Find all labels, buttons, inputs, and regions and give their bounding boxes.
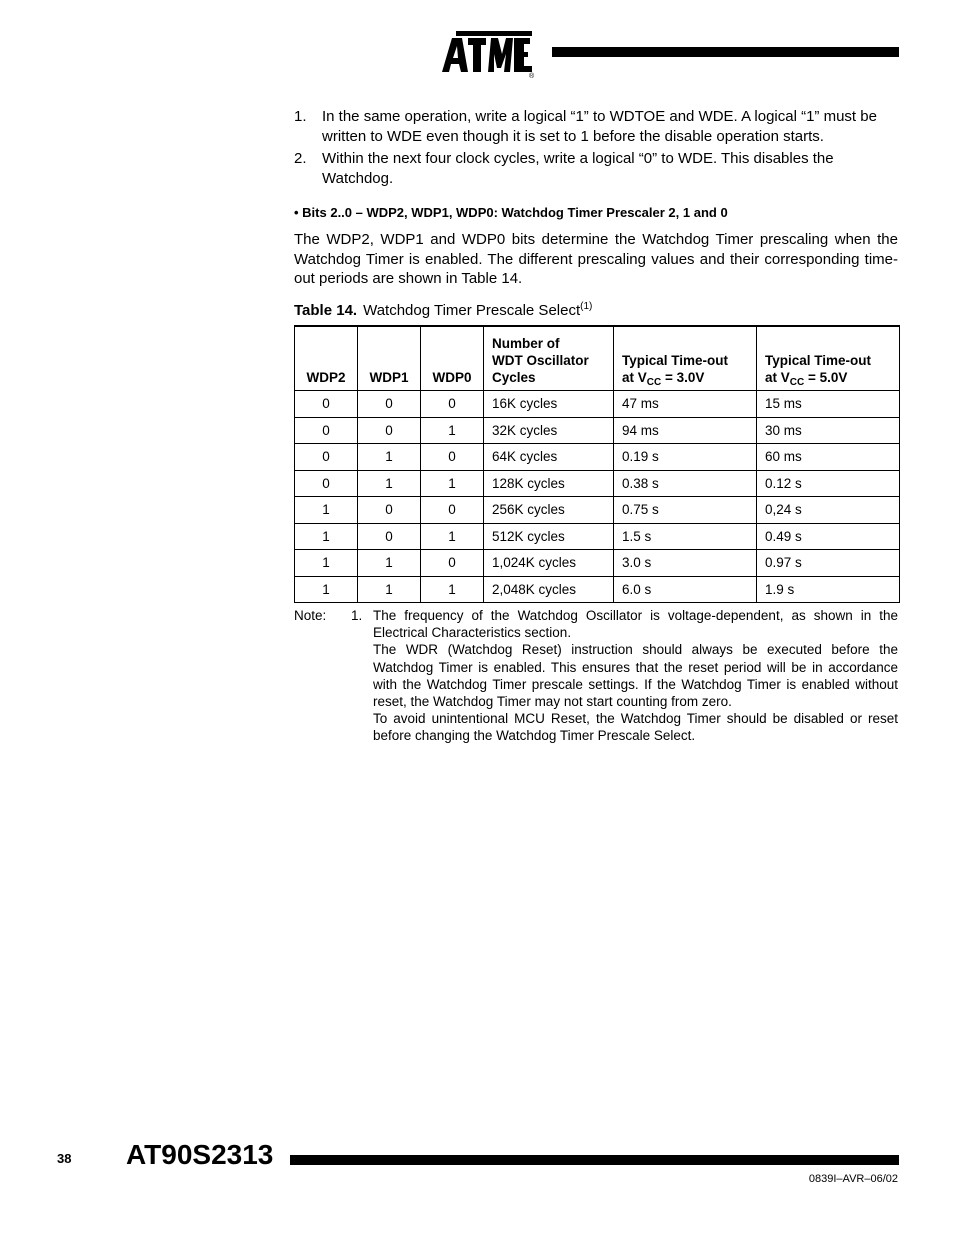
header-cycles-line1: Number of	[492, 336, 560, 351]
step-text: In the same operation, write a logical “1” to WDTOE and WDE. A logical “1” must be written to WDE even though it is set to 1 before the disable operation starts.	[322, 108, 877, 145]
cell-wdp1: 0	[358, 391, 421, 418]
cell-wdp1: 1	[358, 444, 421, 471]
cell-cycles: 256K cycles	[484, 497, 614, 524]
cell-wdp0: 0	[421, 497, 484, 524]
cell-cycles: 1,024K cycles	[484, 550, 614, 577]
cell-wdp1: 1	[358, 470, 421, 497]
table-row	[295, 550, 900, 577]
note-body	[373, 607, 898, 745]
cell-timeout-5v: 0.49 s	[757, 523, 900, 550]
cell-timeout-5v: 0,24 s	[757, 497, 900, 524]
table-row	[295, 470, 900, 497]
header-wdp1: WDP1	[358, 326, 421, 391]
cell-wdp1: 1	[358, 550, 421, 577]
table-caption-footnote: (1)	[580, 301, 593, 312]
cell-wdp2: 1	[295, 576, 358, 603]
page-number: 38	[57, 1151, 72, 1166]
intro-paragraph: The WDP2, WDP1 and WDP0 bits determine the Watchdog Timer prescaling when the Watchdog Timer is enabled. The different prescaling values and their corresponding time-out periods are shown in Table 14.	[294, 231, 898, 287]
atmel-logo	[438, 28, 538, 80]
header-timeout-3v-suffix: = 3.0V	[661, 370, 705, 385]
step-text: Within the next four clock cycles, write a logical “0” to WDE. This disables the Watchdog.	[322, 150, 834, 187]
cell-timeout-3v: 47 ms	[614, 391, 757, 418]
cell-wdp0: 0	[421, 550, 484, 577]
table-caption-text: Watchdog Timer Prescale Select	[363, 302, 581, 319]
cell-timeout-3v: 3.0 s	[614, 550, 757, 577]
cell-timeout-5v: 30 ms	[757, 417, 900, 444]
cell-wdp0: 0	[421, 444, 484, 471]
cell-cycles: 64K cycles	[484, 444, 614, 471]
note-paragraph: The WDR (Watchdog Reset) instruction should always be executed before the Watchdog Timer is enabled. This ensures that the reset period will be in accordance with the Watchdog Timer prescale settings. If the Watchdog Timer is enabled without reset, the Watchdog Timer may not start counting from zero.	[373, 642, 898, 710]
cell-wdp0: 1	[421, 470, 484, 497]
cell-cycles: 16K cycles	[484, 391, 614, 418]
header-timeout-5v	[757, 326, 900, 391]
header-rule	[552, 47, 899, 57]
cell-timeout-3v: 94 ms	[614, 417, 757, 444]
bits-heading: • Bits 2..0 – WDP2, WDP1, WDP0: Watchdog Timer Prescaler 2, 1 and 0	[294, 205, 728, 220]
header-timeout-3v-prefix: at V	[622, 370, 647, 385]
table-row	[295, 391, 900, 418]
cell-cycles: 512K cycles	[484, 523, 614, 550]
footer-rule	[290, 1155, 899, 1165]
cell-cycles: 32K cycles	[484, 417, 614, 444]
header-cycles-line2: WDT Oscillator	[492, 353, 589, 368]
header-timeout-3v	[614, 326, 757, 391]
cell-wdp2: 0	[295, 444, 358, 471]
cell-timeout-5v: 1.9 s	[757, 576, 900, 603]
step-number: 2.	[294, 150, 307, 167]
header-timeout-5v-prefix: at V	[765, 370, 790, 385]
table-row	[295, 444, 900, 471]
cell-timeout-3v: 1.5 s	[614, 523, 757, 550]
table-row	[295, 523, 900, 550]
cell-wdp1: 1	[358, 576, 421, 603]
header-timeout-3v-line1: Typical Time-out	[622, 353, 729, 368]
cell-timeout-3v: 0.38 s	[614, 470, 757, 497]
cell-wdp1: 0	[358, 523, 421, 550]
step-number: 1.	[294, 108, 307, 125]
note-number: 1.	[351, 608, 363, 623]
cell-wdp1: 0	[358, 417, 421, 444]
cell-cycles: 2,048K cycles	[484, 576, 614, 603]
document-code: 0839I–AVR–06/02	[808, 1173, 898, 1185]
cell-wdp0: 1	[421, 576, 484, 603]
cell-timeout-5v: 0.12 s	[757, 470, 900, 497]
note-paragraph: To avoid unintentional MCU Reset, the Watchdog Timer should be disabled or reset before changing the Watchdog Timer Prescale Select.	[373, 711, 898, 744]
cell-cycles: 128K cycles	[484, 470, 614, 497]
cell-wdp0: 1	[421, 523, 484, 550]
table-row	[295, 576, 900, 603]
cell-wdp0: 1	[421, 417, 484, 444]
header-wdp2: WDP2	[295, 326, 358, 391]
cell-wdp2: 0	[295, 470, 358, 497]
table-caption-label: Table 14.	[294, 302, 358, 319]
table-row	[295, 497, 900, 524]
table-note	[294, 607, 898, 745]
cell-wdp2: 1	[295, 497, 358, 524]
header-timeout-5v-suffix: = 5.0V	[804, 370, 848, 385]
cell-wdp2: 1	[295, 550, 358, 577]
note-paragraph: The frequency of the Watchdog Oscillator is voltage-dependent, as shown in the Electrical Characteristics section.	[373, 608, 898, 641]
cell-wdp2: 0	[295, 417, 358, 444]
note-label: Note:	[294, 608, 327, 623]
header-timeout-5v-line1: Typical Time-out	[765, 353, 872, 368]
step-1	[294, 107, 898, 146]
cell-timeout-3v: 6.0 s	[614, 576, 757, 603]
step-2	[294, 149, 898, 188]
document-title: AT90S2313	[126, 1139, 274, 1170]
prescale-table	[294, 325, 900, 603]
header-cycles	[484, 326, 614, 391]
cell-timeout-3v: 0.19 s	[614, 444, 757, 471]
cell-wdp1: 0	[358, 497, 421, 524]
table-row	[295, 417, 900, 444]
cell-wdp2: 1	[295, 523, 358, 550]
svg-text:®: ®	[529, 73, 535, 80]
cell-wdp2: 0	[295, 391, 358, 418]
table-caption	[294, 301, 898, 321]
cell-wdp0: 0	[421, 391, 484, 418]
header-timeout-5v-sub: CC	[789, 377, 805, 388]
cell-timeout-5v: 0.97 s	[757, 550, 900, 577]
table-header-row	[295, 326, 900, 391]
header-timeout-3v-sub: CC	[646, 377, 662, 388]
cell-timeout-5v: 15 ms	[757, 391, 900, 418]
cell-timeout-3v: 0.75 s	[614, 497, 757, 524]
header-wdp0: WDP0	[421, 326, 484, 391]
cell-timeout-5v: 60 ms	[757, 444, 900, 471]
header-cycles-line3: Cycles	[492, 370, 536, 385]
